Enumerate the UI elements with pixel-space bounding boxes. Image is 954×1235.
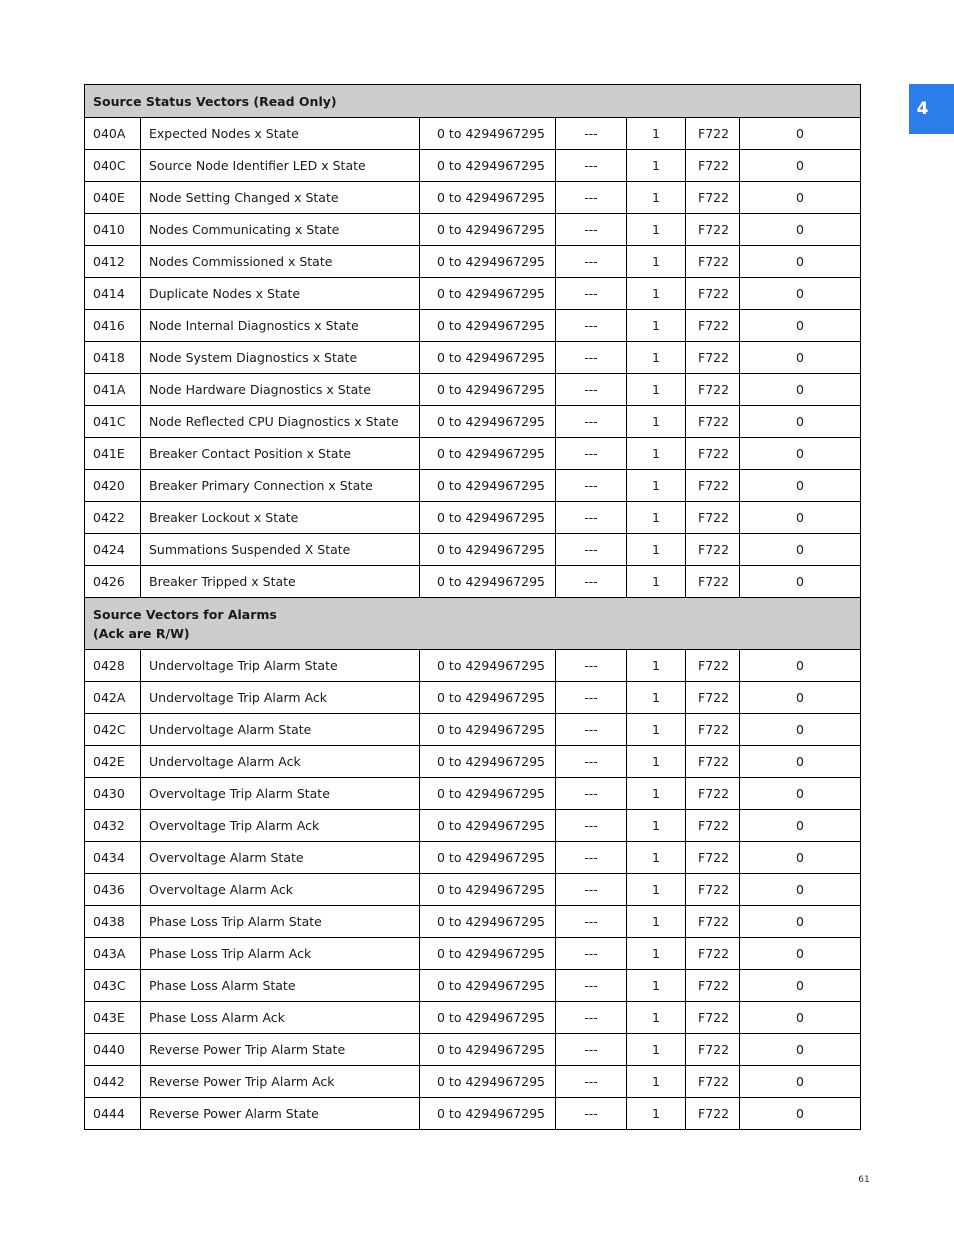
cell-name: Overvoltage Alarm Ack	[141, 874, 420, 906]
cell-range: 0 to 4294967295	[420, 874, 556, 906]
cell-address: 0410	[85, 214, 141, 246]
table-row	[85, 374, 861, 406]
cell-format: F722	[686, 842, 740, 874]
cell-address: 040A	[85, 118, 141, 150]
cell-name: Overvoltage Alarm State	[141, 842, 420, 874]
table-row	[85, 182, 861, 214]
cell-name: Phase Loss Alarm Ack	[141, 1002, 420, 1034]
table-row	[85, 810, 861, 842]
cell-range: 0 to 4294967295	[420, 842, 556, 874]
table-row	[85, 1066, 861, 1098]
cell-format: F722	[686, 182, 740, 214]
table-body	[85, 85, 861, 1130]
cell-format: F722	[686, 278, 740, 310]
cell-default: 0	[740, 1034, 861, 1066]
cell-step: 1	[627, 842, 686, 874]
cell-units: ---	[556, 342, 627, 374]
cell-step: 1	[627, 746, 686, 778]
cell-default: 0	[740, 502, 861, 534]
cell-format: F722	[686, 566, 740, 598]
cell-step: 1	[627, 650, 686, 682]
cell-name: Expected Nodes x State	[141, 118, 420, 150]
cell-name: Undervoltage Trip Alarm State	[141, 650, 420, 682]
cell-step: 1	[627, 874, 686, 906]
cell-format: F722	[686, 1002, 740, 1034]
table-row	[85, 970, 861, 1002]
cell-name: Breaker Primary Connection x State	[141, 470, 420, 502]
cell-default: 0	[740, 746, 861, 778]
cell-format: F722	[686, 746, 740, 778]
cell-address: 040C	[85, 150, 141, 182]
section-title-line: Source Status Vectors (Read Only)	[93, 93, 337, 109]
cell-range: 0 to 4294967295	[420, 150, 556, 182]
cell-units: ---	[556, 1034, 627, 1066]
cell-name: Source Node Identifier LED x State	[141, 150, 420, 182]
table-row	[85, 150, 861, 182]
cell-name: Breaker Tripped x State	[141, 566, 420, 598]
cell-name: Breaker Contact Position x State	[141, 438, 420, 470]
cell-step: 1	[627, 714, 686, 746]
cell-range: 0 to 4294967295	[420, 1002, 556, 1034]
cell-name: Duplicate Nodes x State	[141, 278, 420, 310]
cell-step: 1	[627, 682, 686, 714]
cell-default: 0	[740, 970, 861, 1002]
cell-default: 0	[740, 406, 861, 438]
cell-format: F722	[686, 534, 740, 566]
cell-range: 0 to 4294967295	[420, 566, 556, 598]
cell-range: 0 to 4294967295	[420, 470, 556, 502]
cell-units: ---	[556, 970, 627, 1002]
cell-address: 0418	[85, 342, 141, 374]
cell-units: ---	[556, 534, 627, 566]
cell-range: 0 to 4294967295	[420, 534, 556, 566]
cell-range: 0 to 4294967295	[420, 1034, 556, 1066]
cell-range: 0 to 4294967295	[420, 682, 556, 714]
cell-step: 1	[627, 778, 686, 810]
cell-units: ---	[556, 1098, 627, 1130]
cell-default: 0	[740, 714, 861, 746]
section-header	[85, 598, 861, 650]
cell-range: 0 to 4294967295	[420, 1066, 556, 1098]
cell-name: Undervoltage Trip Alarm Ack	[141, 682, 420, 714]
cell-format: F722	[686, 1066, 740, 1098]
table-row	[85, 906, 861, 938]
cell-range: 0 to 4294967295	[420, 810, 556, 842]
cell-range: 0 to 4294967295	[420, 118, 556, 150]
table-row	[85, 278, 861, 310]
section-title	[85, 598, 861, 650]
cell-default: 0	[740, 938, 861, 970]
cell-step: 1	[627, 374, 686, 406]
cell-format: F722	[686, 502, 740, 534]
cell-step: 1	[627, 406, 686, 438]
cell-step: 1	[627, 1098, 686, 1130]
cell-units: ---	[556, 874, 627, 906]
cell-address: 0440	[85, 1034, 141, 1066]
cell-name: Phase Loss Trip Alarm Ack	[141, 938, 420, 970]
cell-default: 0	[740, 470, 861, 502]
cell-name: Undervoltage Alarm State	[141, 714, 420, 746]
cell-step: 1	[627, 1066, 686, 1098]
register-table	[84, 84, 861, 1130]
cell-range: 0 to 4294967295	[420, 650, 556, 682]
cell-address: 042C	[85, 714, 141, 746]
cell-step: 1	[627, 246, 686, 278]
cell-name: Nodes Communicating x State	[141, 214, 420, 246]
cell-range: 0 to 4294967295	[420, 906, 556, 938]
cell-address: 0422	[85, 502, 141, 534]
cell-name: Node Reflected CPU Diagnostics x State	[141, 406, 420, 438]
cell-range: 0 to 4294967295	[420, 714, 556, 746]
cell-name: Node Internal Diagnostics x State	[141, 310, 420, 342]
cell-default: 0	[740, 1002, 861, 1034]
cell-address: 041C	[85, 406, 141, 438]
cell-name: Phase Loss Trip Alarm State	[141, 906, 420, 938]
cell-address: 0416	[85, 310, 141, 342]
cell-range: 0 to 4294967295	[420, 182, 556, 214]
table-row	[85, 842, 861, 874]
cell-format: F722	[686, 1034, 740, 1066]
cell-units: ---	[556, 566, 627, 598]
cell-step: 1	[627, 566, 686, 598]
cell-default: 0	[740, 438, 861, 470]
cell-default: 0	[740, 650, 861, 682]
cell-default: 0	[740, 214, 861, 246]
cell-step: 1	[627, 502, 686, 534]
table-row	[85, 406, 861, 438]
cell-default: 0	[740, 150, 861, 182]
cell-format: F722	[686, 970, 740, 1002]
cell-default: 0	[740, 842, 861, 874]
cell-address: 043C	[85, 970, 141, 1002]
table-row	[85, 778, 861, 810]
cell-range: 0 to 4294967295	[420, 342, 556, 374]
cell-step: 1	[627, 278, 686, 310]
cell-units: ---	[556, 650, 627, 682]
table-row	[85, 438, 861, 470]
cell-default: 0	[740, 374, 861, 406]
cell-default: 0	[740, 246, 861, 278]
cell-name: Node Hardware Diagnostics x State	[141, 374, 420, 406]
cell-format: F722	[686, 438, 740, 470]
cell-units: ---	[556, 682, 627, 714]
cell-step: 1	[627, 150, 686, 182]
table-row	[85, 682, 861, 714]
cell-address: 0424	[85, 534, 141, 566]
cell-range: 0 to 4294967295	[420, 310, 556, 342]
cell-step: 1	[627, 1034, 686, 1066]
cell-address: 0426	[85, 566, 141, 598]
cell-units: ---	[556, 310, 627, 342]
cell-units: ---	[556, 118, 627, 150]
cell-format: F722	[686, 374, 740, 406]
table-row	[85, 874, 861, 906]
cell-range: 0 to 4294967295	[420, 374, 556, 406]
cell-default: 0	[740, 906, 861, 938]
cell-step: 1	[627, 342, 686, 374]
cell-name: Reverse Power Trip Alarm Ack	[141, 1066, 420, 1098]
cell-step: 1	[627, 214, 686, 246]
cell-name: Reverse Power Alarm State	[141, 1098, 420, 1130]
cell-format: F722	[686, 650, 740, 682]
cell-units: ---	[556, 810, 627, 842]
cell-name: Reverse Power Trip Alarm State	[141, 1034, 420, 1066]
table-row	[85, 534, 861, 566]
cell-units: ---	[556, 438, 627, 470]
cell-range: 0 to 4294967295	[420, 778, 556, 810]
cell-name: Breaker Lockout x State	[141, 502, 420, 534]
table-row	[85, 1002, 861, 1034]
table-row	[85, 470, 861, 502]
cell-format: F722	[686, 906, 740, 938]
cell-address: 0412	[85, 246, 141, 278]
cell-units: ---	[556, 842, 627, 874]
cell-step: 1	[627, 938, 686, 970]
cell-default: 0	[740, 778, 861, 810]
cell-address: 0444	[85, 1098, 141, 1130]
cell-range: 0 to 4294967295	[420, 406, 556, 438]
cell-units: ---	[556, 714, 627, 746]
cell-default: 0	[740, 566, 861, 598]
cell-format: F722	[686, 682, 740, 714]
cell-step: 1	[627, 182, 686, 214]
cell-default: 0	[740, 874, 861, 906]
cell-address: 041E	[85, 438, 141, 470]
table-row	[85, 342, 861, 374]
cell-address: 0430	[85, 778, 141, 810]
cell-format: F722	[686, 714, 740, 746]
cell-name: Node Setting Changed x State	[141, 182, 420, 214]
table-row	[85, 246, 861, 278]
cell-default: 0	[740, 810, 861, 842]
section-title-line: (Ack are R/W)	[93, 625, 190, 641]
cell-default: 0	[740, 118, 861, 150]
cell-default: 0	[740, 534, 861, 566]
cell-units: ---	[556, 374, 627, 406]
section-title	[85, 85, 861, 118]
cell-address: 043A	[85, 938, 141, 970]
cell-step: 1	[627, 906, 686, 938]
cell-units: ---	[556, 938, 627, 970]
cell-format: F722	[686, 342, 740, 374]
cell-format: F722	[686, 150, 740, 182]
cell-step: 1	[627, 310, 686, 342]
cell-step: 1	[627, 1002, 686, 1034]
cell-address: 0438	[85, 906, 141, 938]
cell-name: Overvoltage Trip Alarm Ack	[141, 810, 420, 842]
section-title-line: Source Vectors for Alarms	[93, 606, 277, 622]
cell-step: 1	[627, 470, 686, 502]
table-row	[85, 714, 861, 746]
cell-units: ---	[556, 214, 627, 246]
section-header	[85, 85, 861, 118]
cell-units: ---	[556, 1002, 627, 1034]
cell-default: 0	[740, 310, 861, 342]
cell-units: ---	[556, 150, 627, 182]
cell-format: F722	[686, 246, 740, 278]
cell-step: 1	[627, 810, 686, 842]
cell-default: 0	[740, 182, 861, 214]
cell-range: 0 to 4294967295	[420, 438, 556, 470]
cell-range: 0 to 4294967295	[420, 502, 556, 534]
cell-default: 0	[740, 1098, 861, 1130]
cell-default: 0	[740, 278, 861, 310]
cell-format: F722	[686, 214, 740, 246]
cell-address: 0432	[85, 810, 141, 842]
cell-units: ---	[556, 778, 627, 810]
cell-format: F722	[686, 938, 740, 970]
table-row	[85, 310, 861, 342]
cell-units: ---	[556, 182, 627, 214]
cell-address: 0428	[85, 650, 141, 682]
cell-format: F722	[686, 470, 740, 502]
table-row	[85, 650, 861, 682]
cell-address: 040E	[85, 182, 141, 214]
cell-name: Node System Diagnostics x State	[141, 342, 420, 374]
cell-format: F722	[686, 310, 740, 342]
cell-format: F722	[686, 406, 740, 438]
cell-units: ---	[556, 470, 627, 502]
table-row	[85, 1034, 861, 1066]
cell-name: Overvoltage Trip Alarm State	[141, 778, 420, 810]
cell-step: 1	[627, 438, 686, 470]
cell-format: F722	[686, 118, 740, 150]
cell-units: ---	[556, 406, 627, 438]
cell-address: 0414	[85, 278, 141, 310]
cell-units: ---	[556, 1066, 627, 1098]
table-row	[85, 938, 861, 970]
cell-default: 0	[740, 682, 861, 714]
cell-address: 042E	[85, 746, 141, 778]
cell-address: 0436	[85, 874, 141, 906]
cell-range: 0 to 4294967295	[420, 970, 556, 1002]
cell-format: F722	[686, 1098, 740, 1130]
cell-range: 0 to 4294967295	[420, 938, 556, 970]
cell-address: 0420	[85, 470, 141, 502]
cell-default: 0	[740, 342, 861, 374]
cell-step: 1	[627, 970, 686, 1002]
cell-range: 0 to 4294967295	[420, 746, 556, 778]
table-row	[85, 118, 861, 150]
table-row	[85, 566, 861, 598]
table-row	[85, 502, 861, 534]
cell-units: ---	[556, 246, 627, 278]
cell-address: 043E	[85, 1002, 141, 1034]
cell-range: 0 to 4294967295	[420, 1098, 556, 1130]
cell-step: 1	[627, 534, 686, 566]
chapter-tab: 4	[909, 84, 954, 134]
table-row	[85, 214, 861, 246]
cell-name: Undervoltage Alarm Ack	[141, 746, 420, 778]
cell-address: 0434	[85, 842, 141, 874]
cell-address: 041A	[85, 374, 141, 406]
cell-units: ---	[556, 278, 627, 310]
cell-format: F722	[686, 810, 740, 842]
cell-name: Nodes Commissioned x State	[141, 246, 420, 278]
table-row	[85, 746, 861, 778]
cell-name: Phase Loss Alarm State	[141, 970, 420, 1002]
page-number: 61	[858, 1175, 870, 1185]
cell-range: 0 to 4294967295	[420, 246, 556, 278]
cell-range: 0 to 4294967295	[420, 278, 556, 310]
cell-address: 042A	[85, 682, 141, 714]
cell-address: 0442	[85, 1066, 141, 1098]
cell-units: ---	[556, 906, 627, 938]
cell-default: 0	[740, 1066, 861, 1098]
cell-units: ---	[556, 746, 627, 778]
cell-step: 1	[627, 118, 686, 150]
table-row	[85, 1098, 861, 1130]
cell-format: F722	[686, 874, 740, 906]
cell-range: 0 to 4294967295	[420, 214, 556, 246]
cell-name: Summations Suspended X State	[141, 534, 420, 566]
cell-units: ---	[556, 502, 627, 534]
cell-format: F722	[686, 778, 740, 810]
